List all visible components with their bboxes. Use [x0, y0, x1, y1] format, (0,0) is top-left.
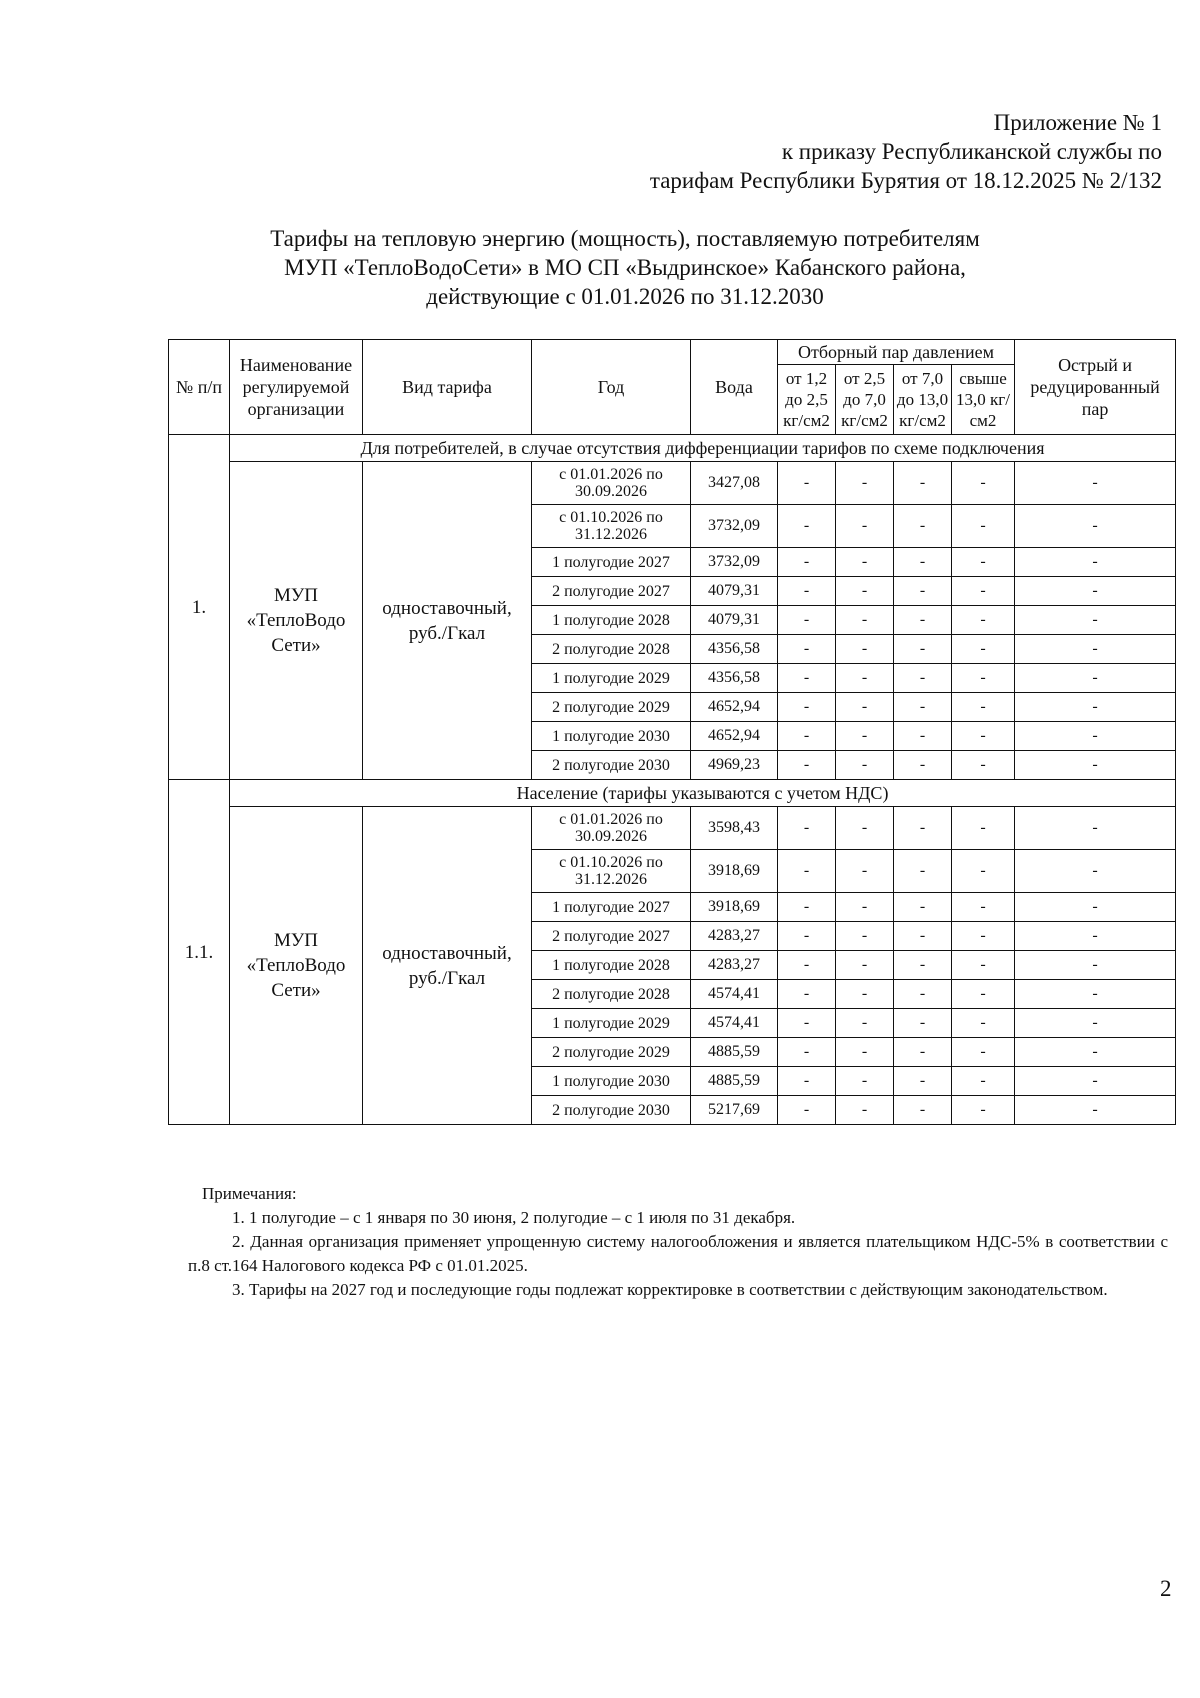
- period-cell: 2 полугодие 2030: [532, 1096, 691, 1125]
- steam-cell-4: -: [952, 1038, 1015, 1067]
- section-title-row: [169, 780, 1176, 807]
- water-tariff-cell: 4356,58: [691, 664, 778, 693]
- steam-cell-3: -: [894, 505, 952, 548]
- period-cell: 1 полугодие 2028: [532, 951, 691, 980]
- header-steam-4: свыше 13,0 кг/см2: [952, 365, 1015, 435]
- tariffs-body: [169, 435, 1176, 1125]
- steam-cell-2: -: [836, 722, 894, 751]
- period-cell: с 01.01.2026 по 30.09.2026: [532, 807, 691, 850]
- appendix-line: тарифам Республики Бурятия от 18.12.2025 № 2/132: [649, 168, 1162, 193]
- steam-cell-4: -: [952, 577, 1015, 606]
- steam-cell-4: -: [952, 850, 1015, 893]
- period-cell: с 01.10.2026 по 31.12.2026: [532, 505, 691, 548]
- steam-cell-4: -: [952, 1096, 1015, 1125]
- note-item: 1. 1 полугодие – с 1 января по 30 июня, 2 полугодие – с 1 июля по 31 декабря.: [232, 1208, 796, 1227]
- steam-cell-3: -: [894, 1067, 952, 1096]
- sharp-steam-cell: -: [1015, 1096, 1176, 1125]
- period-cell: 2 полугодие 2027: [532, 577, 691, 606]
- steam-cell-1: -: [778, 850, 836, 893]
- sharp-steam-cell: -: [1015, 751, 1176, 780]
- title-line: МУП «ТеплоВодоСети» в МО СП «Выдринское» Кабанского района,: [284, 255, 966, 280]
- note-item: 3. Тарифы на 2027 год и последующие годы подлежат корректировке в соответствии с действующим законодательством.: [232, 1280, 1108, 1299]
- steam-cell-1: -: [778, 1067, 836, 1096]
- steam-cell-2: -: [836, 980, 894, 1009]
- water-tariff-cell: 5217,69: [691, 1096, 778, 1125]
- steam-cell-2: -: [836, 893, 894, 922]
- sharp-steam-cell: -: [1015, 807, 1176, 850]
- steam-cell-2: -: [836, 577, 894, 606]
- steam-cell-4: -: [952, 951, 1015, 980]
- header-steam-2: от 2,5 до 7,0 кг/см2: [836, 365, 894, 435]
- header-org: Наименование регулируемой организации: [230, 340, 363, 435]
- steam-cell-3: -: [894, 635, 952, 664]
- steam-cell-4: -: [952, 548, 1015, 577]
- sharp-steam-cell: -: [1015, 606, 1176, 635]
- sharp-steam-cell: -: [1015, 1067, 1176, 1096]
- steam-cell-2: -: [836, 606, 894, 635]
- steam-cell-3: -: [894, 722, 952, 751]
- sharp-steam-cell: -: [1015, 505, 1176, 548]
- steam-cell-2: -: [836, 462, 894, 505]
- steam-cell-4: -: [952, 980, 1015, 1009]
- water-tariff-cell: 4652,94: [691, 693, 778, 722]
- water-tariff-cell: 4574,41: [691, 980, 778, 1009]
- water-tariff-cell: 4652,94: [691, 722, 778, 751]
- note-item: 2. Данная организация применяет упрощенную систему налогообложения и является плательщиком НДС-5% в соответствии с п.8 ст.164 Налогового кодекса РФ с 01.01.2025.: [188, 1232, 1168, 1275]
- header-sharp-steam: Острый и редуцированный пар: [1015, 340, 1176, 435]
- steam-cell-1: -: [778, 548, 836, 577]
- organization-name: МУП «ТеплоВодо Сети»: [230, 462, 363, 780]
- header-kind: Вид тарифа: [363, 340, 532, 435]
- steam-cell-1: -: [778, 1038, 836, 1067]
- header-steam-3: от 7,0 до 13,0 кг/см2: [894, 365, 952, 435]
- steam-cell-2: -: [836, 693, 894, 722]
- steam-cell-3: -: [894, 980, 952, 1009]
- water-tariff-cell: 3598,43: [691, 807, 778, 850]
- appendix-header: [462, 108, 1162, 195]
- water-tariff-cell: 3918,69: [691, 893, 778, 922]
- title-line: действующие с 01.01.2026 по 31.12.2030: [426, 284, 824, 309]
- sharp-steam-cell: -: [1015, 1009, 1176, 1038]
- steam-cell-4: -: [952, 462, 1015, 505]
- document-title: [270, 224, 980, 311]
- period-cell: 2 полугодие 2029: [532, 1038, 691, 1067]
- steam-cell-1: -: [778, 807, 836, 850]
- period-cell: с 01.01.2026 по 30.09.2026: [532, 462, 691, 505]
- steam-cell-1: -: [778, 664, 836, 693]
- water-tariff-cell: 4079,31: [691, 577, 778, 606]
- steam-cell-1: -: [778, 606, 836, 635]
- title-line: Тарифы на тепловую энергию (мощность), поставляемую потребителям: [270, 226, 980, 251]
- section-title: Население (тарифы указываются с учетом НДС): [230, 780, 1176, 807]
- steam-cell-4: -: [952, 751, 1015, 780]
- period-cell: 1 полугодие 2029: [532, 1009, 691, 1038]
- period-cell: 2 полугодие 2028: [532, 635, 691, 664]
- steam-cell-3: -: [894, 850, 952, 893]
- water-tariff-cell: 4885,59: [691, 1067, 778, 1096]
- steam-cell-4: -: [952, 635, 1015, 664]
- steam-cell-2: -: [836, 1038, 894, 1067]
- steam-cell-4: -: [952, 722, 1015, 751]
- steam-cell-2: -: [836, 548, 894, 577]
- steam-cell-4: -: [952, 606, 1015, 635]
- steam-cell-1: -: [778, 693, 836, 722]
- steam-cell-2: -: [836, 751, 894, 780]
- steam-cell-4: -: [952, 922, 1015, 951]
- table-row: [169, 462, 1176, 505]
- steam-cell-4: -: [952, 1009, 1015, 1038]
- row-number: 1.: [169, 435, 230, 780]
- steam-cell-2: -: [836, 1067, 894, 1096]
- period-cell: с 01.10.2026 по 31.12.2026: [532, 850, 691, 893]
- tariff-type: одноставочный, руб./Гкал: [363, 807, 532, 1125]
- steam-cell-3: -: [894, 693, 952, 722]
- water-tariff-cell: 3918,69: [691, 850, 778, 893]
- sharp-steam-cell: -: [1015, 922, 1176, 951]
- period-cell: 2 полугодие 2028: [532, 980, 691, 1009]
- header-steam-1: от 1,2 до 2,5 кг/см2: [778, 365, 836, 435]
- steam-cell-3: -: [894, 664, 952, 693]
- organization-name: МУП «ТеплоВодо Сети»: [230, 807, 363, 1125]
- sharp-steam-cell: -: [1015, 635, 1176, 664]
- steam-cell-1: -: [778, 922, 836, 951]
- steam-cell-4: -: [952, 807, 1015, 850]
- period-cell: 2 полугодие 2027: [532, 922, 691, 951]
- steam-cell-2: -: [836, 850, 894, 893]
- steam-cell-1: -: [778, 462, 836, 505]
- water-tariff-cell: 4574,41: [691, 1009, 778, 1038]
- steam-cell-1: -: [778, 751, 836, 780]
- sharp-steam-cell: -: [1015, 1038, 1176, 1067]
- water-tariff-cell: 4969,23: [691, 751, 778, 780]
- tariff-type: одноставочный, руб./Гкал: [363, 462, 532, 780]
- notes: [188, 1182, 1168, 1302]
- steam-cell-4: -: [952, 693, 1015, 722]
- steam-cell-1: -: [778, 893, 836, 922]
- steam-cell-1: -: [778, 980, 836, 1009]
- notes-heading: Примечания:: [202, 1184, 297, 1203]
- water-tariff-cell: 3427,08: [691, 462, 778, 505]
- water-tariff-cell: 3732,09: [691, 505, 778, 548]
- steam-cell-4: -: [952, 664, 1015, 693]
- steam-cell-3: -: [894, 1096, 952, 1125]
- steam-cell-2: -: [836, 635, 894, 664]
- period-cell: 1 полугодие 2030: [532, 1067, 691, 1096]
- header-num: № п/п: [169, 340, 230, 435]
- appendix-line: к приказу Республиканской службы по: [781, 139, 1162, 164]
- steam-cell-3: -: [894, 922, 952, 951]
- steam-cell-1: -: [778, 1096, 836, 1125]
- section-title-row: [169, 435, 1176, 462]
- appendix-line: Приложение № 1: [993, 110, 1162, 135]
- steam-cell-3: -: [894, 606, 952, 635]
- header-water: Вода: [691, 340, 778, 435]
- water-tariff-cell: 4885,59: [691, 1038, 778, 1067]
- sharp-steam-cell: -: [1015, 664, 1176, 693]
- steam-cell-2: -: [836, 951, 894, 980]
- steam-cell-3: -: [894, 1038, 952, 1067]
- steam-cell-2: -: [836, 807, 894, 850]
- steam-cell-3: -: [894, 893, 952, 922]
- steam-cell-1: -: [778, 951, 836, 980]
- steam-cell-3: -: [894, 807, 952, 850]
- sharp-steam-cell: -: [1015, 722, 1176, 751]
- sharp-steam-cell: -: [1015, 693, 1176, 722]
- period-cell: 1 полугодие 2029: [532, 664, 691, 693]
- period-cell: 2 полугодие 2029: [532, 693, 691, 722]
- page-number: 2: [1160, 1576, 1172, 1601]
- steam-cell-1: -: [778, 505, 836, 548]
- period-cell: 1 полугодие 2030: [532, 722, 691, 751]
- period-cell: 1 полугодие 2027: [532, 893, 691, 922]
- header-year: Год: [532, 340, 691, 435]
- period-cell: 1 полугодие 2028: [532, 606, 691, 635]
- steam-cell-1: -: [778, 577, 836, 606]
- steam-cell-3: -: [894, 751, 952, 780]
- steam-cell-1: -: [778, 722, 836, 751]
- tariffs-table: [168, 339, 1176, 1125]
- steam-cell-1: -: [778, 1009, 836, 1038]
- sharp-steam-cell: -: [1015, 462, 1176, 505]
- sharp-steam-cell: -: [1015, 951, 1176, 980]
- steam-cell-2: -: [836, 505, 894, 548]
- sharp-steam-cell: -: [1015, 980, 1176, 1009]
- row-number: 1.1.: [169, 780, 230, 1125]
- header-steam-group: Отборный пар давлением: [778, 340, 1015, 365]
- period-cell: 2 полугодие 2030: [532, 751, 691, 780]
- steam-cell-3: -: [894, 577, 952, 606]
- sharp-steam-cell: -: [1015, 850, 1176, 893]
- steam-cell-3: -: [894, 1009, 952, 1038]
- table-row: [169, 807, 1176, 850]
- water-tariff-cell: 4283,27: [691, 951, 778, 980]
- water-tariff-cell: 4079,31: [691, 606, 778, 635]
- steam-cell-1: -: [778, 635, 836, 664]
- period-cell: 1 полугодие 2027: [532, 548, 691, 577]
- steam-cell-2: -: [836, 922, 894, 951]
- sharp-steam-cell: -: [1015, 548, 1176, 577]
- steam-cell-3: -: [894, 462, 952, 505]
- sharp-steam-cell: -: [1015, 893, 1176, 922]
- sharp-steam-cell: -: [1015, 577, 1176, 606]
- water-tariff-cell: 4356,58: [691, 635, 778, 664]
- steam-cell-3: -: [894, 951, 952, 980]
- steam-cell-2: -: [836, 1096, 894, 1125]
- steam-cell-2: -: [836, 1009, 894, 1038]
- water-tariff-cell: 3732,09: [691, 548, 778, 577]
- steam-cell-4: -: [952, 505, 1015, 548]
- steam-cell-4: -: [952, 1067, 1015, 1096]
- steam-cell-2: -: [836, 664, 894, 693]
- section-title: Для потребителей, в случае отсутствия дифференциации тарифов по схеме подключения: [230, 435, 1176, 462]
- steam-cell-4: -: [952, 893, 1015, 922]
- water-tariff-cell: 4283,27: [691, 922, 778, 951]
- steam-cell-3: -: [894, 548, 952, 577]
